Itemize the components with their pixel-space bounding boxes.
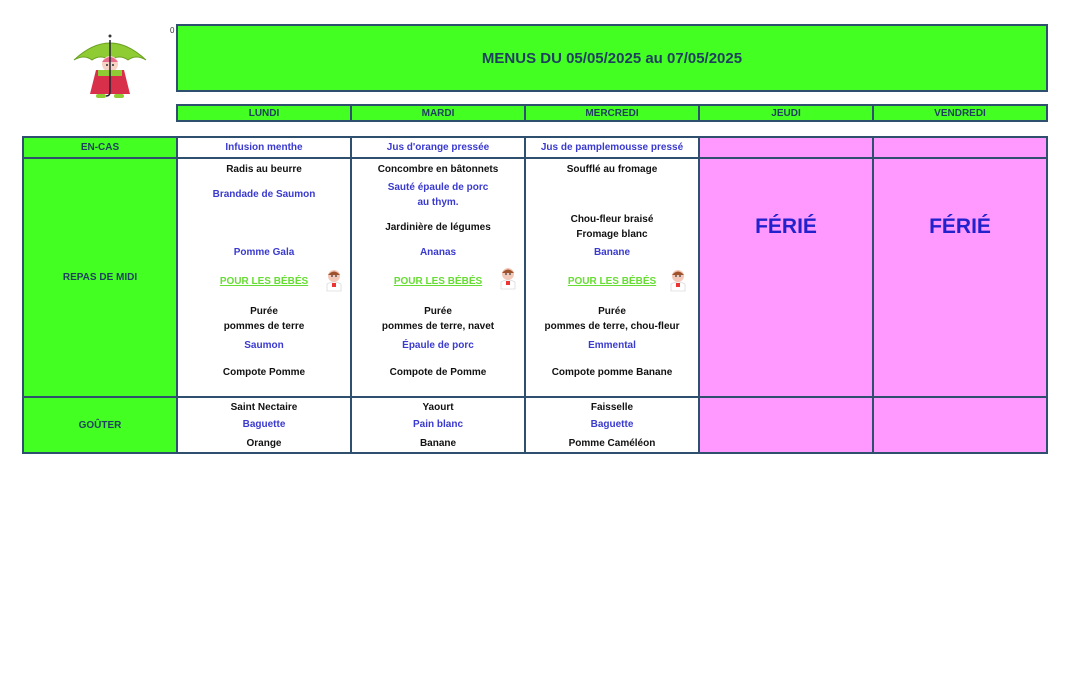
row-label-repas-midi: REPAS DE MIDI xyxy=(22,157,178,398)
gouter-mercredi-1: Faisselle xyxy=(590,402,634,413)
corner-mark: 0 xyxy=(170,26,175,35)
gouter-mercredi-3: Pomme Caméléon xyxy=(568,438,656,449)
midi-mardi-plat1: Sauté épaule de porc xyxy=(387,182,489,193)
gouter-lundi-2: Baguette xyxy=(242,419,286,430)
encas-vendredi xyxy=(872,136,1048,159)
gouter-mardi-1: Yaourt xyxy=(422,402,454,413)
gouter-lundi-1: Saint Nectaire xyxy=(230,402,298,413)
midi-mercredi-fromage: Fromage blanc xyxy=(576,229,648,240)
gouter-mercredi xyxy=(524,396,700,454)
gouter-mardi-3: Banane xyxy=(419,438,457,449)
row-label-encas: EN-CAS xyxy=(22,136,178,159)
midi-lundi-bebe-prot: Saumon xyxy=(244,340,284,351)
midi-mardi-bebe-puree2: pommes de terre, navet xyxy=(381,321,495,332)
ferie-vendredi: FÉRIÉ xyxy=(929,215,991,238)
encas-lundi xyxy=(176,136,352,159)
midi-lundi-entree: Radis au beurre xyxy=(226,164,302,175)
midi-mardi-bebe-dessert: Compote de Pomme xyxy=(389,367,487,378)
encas-lundi-text: Infusion menthe xyxy=(225,142,303,153)
baby-icon xyxy=(498,266,518,290)
day-header-vendredi: VENDREDI xyxy=(872,104,1048,122)
midi-lundi-plat: Brandade de Saumon xyxy=(212,189,316,200)
midi-lundi xyxy=(176,157,352,398)
midi-mercredi-bebe-dessert: Compote pomme Banane xyxy=(551,367,673,378)
midi-mardi-entree: Concombre en bâtonnets xyxy=(377,164,499,175)
baby-icon xyxy=(324,268,344,292)
day-header-mardi: MARDI xyxy=(350,104,526,122)
midi-mercredi-plat: Chou-fleur braisé xyxy=(570,214,654,225)
gouter-mardi-2: Pain blanc xyxy=(412,419,463,430)
encas-mardi xyxy=(350,136,526,159)
gouter-mardi xyxy=(350,396,526,454)
midi-mardi-bebe-puree1: Purée xyxy=(424,306,452,317)
page-title: MENUS DU 05/05/2025 au 07/05/2025 xyxy=(176,24,1048,92)
encas-jeudi xyxy=(698,136,874,159)
midi-jeudi xyxy=(698,157,874,398)
midi-lundi-bebe-puree1: Purée xyxy=(250,306,278,317)
day-header-jeudi: JEUDI xyxy=(698,104,874,122)
gouter-lundi-3: Orange xyxy=(246,438,282,449)
midi-mardi-dessert: Ananas xyxy=(419,247,457,258)
baby-icon xyxy=(668,268,688,292)
gouter-vendredi xyxy=(872,396,1048,454)
gouter-jeudi xyxy=(698,396,874,454)
midi-mardi-bebes: POUR LES BÉBÉS xyxy=(393,276,483,287)
midi-mardi-bebe-prot: Épaule de porc xyxy=(402,340,474,351)
gouter-lundi xyxy=(176,396,352,454)
day-header-mercredi: MERCREDI xyxy=(524,104,700,122)
encas-mercredi-text: Jus de pamplemousse pressé xyxy=(540,142,684,153)
midi-mercredi-bebe-prot: Emmental xyxy=(588,340,636,351)
row-label-gouter: GOÛTER xyxy=(22,396,178,454)
encas-mardi-text: Jus d'orange pressée xyxy=(386,142,490,153)
midi-mercredi-entree: Soufflé au fromage xyxy=(566,164,658,175)
midi-mercredi-bebe-puree2: pommes de terre, chou-fleur xyxy=(544,321,680,332)
ferie-jeudi: FÉRIÉ xyxy=(755,215,817,238)
midi-mardi-accomp: Jardinière de légumes xyxy=(385,222,491,233)
girl-with-umbrella-icon xyxy=(70,30,150,102)
midi-mercredi-bebe-puree1: Purée xyxy=(598,306,626,317)
midi-lundi-bebes: POUR LES BÉBÉS xyxy=(219,276,309,287)
day-header-lundi: LUNDI xyxy=(176,104,352,122)
midi-mercredi xyxy=(524,157,700,398)
midi-lundi-bebe-puree2: pommes de terre xyxy=(223,321,305,332)
midi-lundi-dessert: Pomme Gala xyxy=(233,247,295,258)
midi-mercredi-bebes: POUR LES BÉBÉS xyxy=(567,276,657,287)
midi-mardi xyxy=(350,157,526,398)
midi-mardi-plat2: au thym. xyxy=(417,197,459,208)
midi-mercredi-dessert: Banane xyxy=(593,247,631,258)
gouter-mercredi-2: Baguette xyxy=(590,419,634,430)
encas-mercredi xyxy=(524,136,700,159)
midi-lundi-bebe-dessert: Compote Pomme xyxy=(222,367,306,378)
midi-vendredi xyxy=(872,157,1048,398)
